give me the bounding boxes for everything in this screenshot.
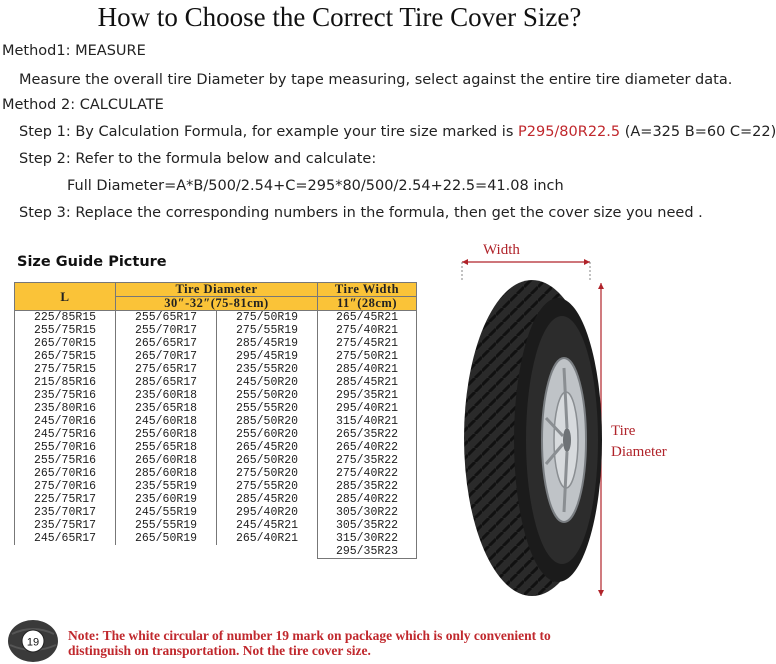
table-cell: 285/50R20 (217, 415, 318, 428)
table-row (15, 311, 417, 325)
table-row (15, 454, 417, 467)
table-cell: 285/35R22 (318, 480, 417, 493)
table-cell: 285/45R21 (318, 376, 417, 389)
table-row (15, 480, 417, 493)
table-cell: 255/55R19 (116, 519, 217, 532)
table-cell: 315/30R22 (318, 532, 417, 545)
table-row (15, 337, 417, 350)
table-row (15, 376, 417, 389)
table-cell: 265/40R21 (217, 532, 318, 545)
table-cell: 235/80R16 (15, 402, 116, 415)
table-cell: 235/55R19 (116, 480, 217, 493)
package-mark-19 (7, 619, 59, 663)
method1-text: Measure the overall tire Diameter by tape measuring, select against the entire tire diameter data. (19, 72, 733, 88)
table-row (15, 324, 417, 337)
method2-heading: Method 2: CALCULATE (2, 97, 164, 113)
table-cell: 245/65R17 (15, 532, 116, 545)
table-cell: 285/45R20 (217, 493, 318, 506)
step1-tire-example: P295/80R22.5 (518, 124, 621, 140)
table-cell: 315/40R21 (318, 415, 417, 428)
table-cell: 265/40R22 (318, 441, 417, 454)
tire-icon (464, 280, 602, 596)
step3-text: Step 3: Replace the corresponding numbers in the formula, then get the cover size you need . (19, 205, 703, 221)
table-cell: 265/35R22 (318, 428, 417, 441)
table-cell: 305/30R22 (318, 506, 417, 519)
note-line2: distinguish on transportation. Not the tire cover size. (68, 643, 371, 658)
table-cell: 255/65R18 (116, 441, 217, 454)
table-row (15, 363, 417, 376)
table-cell: 245/70R16 (15, 415, 116, 428)
table-row (15, 428, 417, 441)
table-cell: 275/50R19 (217, 311, 318, 325)
table-cell: 295/40R21 (318, 402, 417, 415)
table-cell: 295/40R20 (217, 506, 318, 519)
table-cell: 255/60R20 (217, 428, 318, 441)
table-cell: 265/45R21 (318, 311, 417, 325)
col-header-diameter: Tire Diameter (116, 283, 318, 297)
table-cell: 235/55R20 (217, 363, 318, 376)
table-cell (217, 545, 318, 559)
table-cell: 245/50R20 (217, 376, 318, 389)
table-cell: 275/75R15 (15, 363, 116, 376)
diameter-label-line2: Diameter (611, 444, 667, 460)
table-cell: 275/70R16 (15, 480, 116, 493)
diameter-label-line1: Tire (611, 423, 636, 439)
step1-prefix: Step 1: By Calculation Formula, for example your tire size marked is (19, 124, 518, 140)
width-label: Width (483, 242, 520, 258)
table-cell: 235/65R18 (116, 402, 217, 415)
table-cell: 255/75R16 (15, 454, 116, 467)
table-cell: 295/45R19 (217, 350, 318, 363)
table-cell: 265/75R15 (15, 350, 116, 363)
table-cell: 235/75R16 (15, 389, 116, 402)
table-cell (116, 545, 217, 559)
table-row (15, 519, 417, 532)
table-cell (15, 545, 116, 559)
table-cell: 265/50R19 (116, 532, 217, 545)
tire-diagram (440, 238, 679, 614)
table-cell: 285/45R19 (217, 337, 318, 350)
table-row (15, 389, 417, 402)
table-cell: 235/75R17 (15, 519, 116, 532)
badge-number: 19 (26, 636, 40, 649)
table-cell: 255/70R16 (15, 441, 116, 454)
table-cell: 265/60R18 (116, 454, 217, 467)
table-row (15, 441, 417, 454)
table-cell: 235/60R19 (116, 493, 217, 506)
table-cell: 255/60R18 (116, 428, 217, 441)
table-cell: 255/75R15 (15, 324, 116, 337)
table-cell: 265/70R16 (15, 467, 116, 480)
table-cell: 285/60R18 (116, 467, 217, 480)
step2-text: Step 2: Refer to the formula below and calculate: (19, 151, 377, 167)
table-cell: 225/85R15 (15, 311, 116, 325)
size-table-body (15, 311, 417, 559)
step1-text (19, 124, 776, 140)
table-cell: 285/40R22 (318, 493, 417, 506)
table-cell: 295/35R23 (318, 545, 417, 559)
col-header-diameter-range: 30″-32″(75-81cm) (116, 297, 318, 311)
table-cell: 275/55R19 (217, 324, 318, 337)
table-row (15, 545, 417, 559)
table-cell: 245/60R18 (116, 415, 217, 428)
size-guide-label: Size Guide Picture (17, 254, 167, 270)
method1-heading: Method1: MEASURE (2, 43, 146, 59)
table-cell: 255/55R20 (217, 402, 318, 415)
table-cell: 265/50R20 (217, 454, 318, 467)
note (68, 628, 551, 658)
table-row (15, 493, 417, 506)
table-cell: 265/65R17 (116, 337, 217, 350)
table-cell: 285/40R21 (318, 363, 417, 376)
table-cell: 265/45R20 (217, 441, 318, 454)
table-cell: 275/35R22 (318, 454, 417, 467)
table-cell: 245/55R19 (116, 506, 217, 519)
table-cell: 275/55R20 (217, 480, 318, 493)
table-cell: 235/70R17 (15, 506, 116, 519)
table-row (15, 532, 417, 545)
table-cell: 275/40R22 (318, 467, 417, 480)
table-cell: 255/65R17 (116, 311, 217, 325)
table-row (15, 350, 417, 363)
table-row (15, 402, 417, 415)
formula-text: Full Diameter=A*B/500/2.54+C=295*80/500/2.54+22.5=41.08 inch (67, 178, 564, 194)
table-cell: 275/45R21 (318, 337, 417, 350)
col-header-width-value: 11″(28cm) (318, 297, 417, 311)
table-cell: 305/35R22 (318, 519, 417, 532)
table-cell: 295/35R21 (318, 389, 417, 402)
page-title: How to Choose the Correct Tire Cover Size? (97, 2, 582, 32)
table-row (15, 467, 417, 480)
table-cell: 275/65R17 (116, 363, 217, 376)
note-line1: Note: The white circular of number 19 mark on package which is only convenient to (68, 628, 551, 643)
table-cell: 275/50R20 (217, 467, 318, 480)
table-cell: 275/50R21 (318, 350, 417, 363)
table-cell: 255/70R17 (116, 324, 217, 337)
table-cell: 245/75R16 (15, 428, 116, 441)
table-cell: 255/50R20 (217, 389, 318, 402)
table-row (15, 415, 417, 428)
table-cell: 265/70R17 (116, 350, 217, 363)
table-cell: 275/40R21 (318, 324, 417, 337)
col-header-l: L (15, 283, 116, 311)
table-cell: 265/70R15 (15, 337, 116, 350)
table-cell: 285/65R17 (116, 376, 217, 389)
table-cell: 215/85R16 (15, 376, 116, 389)
table-row (15, 506, 417, 519)
col-header-width: Tire Width (318, 283, 417, 297)
step1-suffix: (A=325 B=60 C=22) (620, 124, 776, 140)
table-cell: 245/45R21 (217, 519, 318, 532)
table-cell: 235/60R18 (116, 389, 217, 402)
table-cell: 225/75R17 (15, 493, 116, 506)
size-table (14, 282, 417, 559)
